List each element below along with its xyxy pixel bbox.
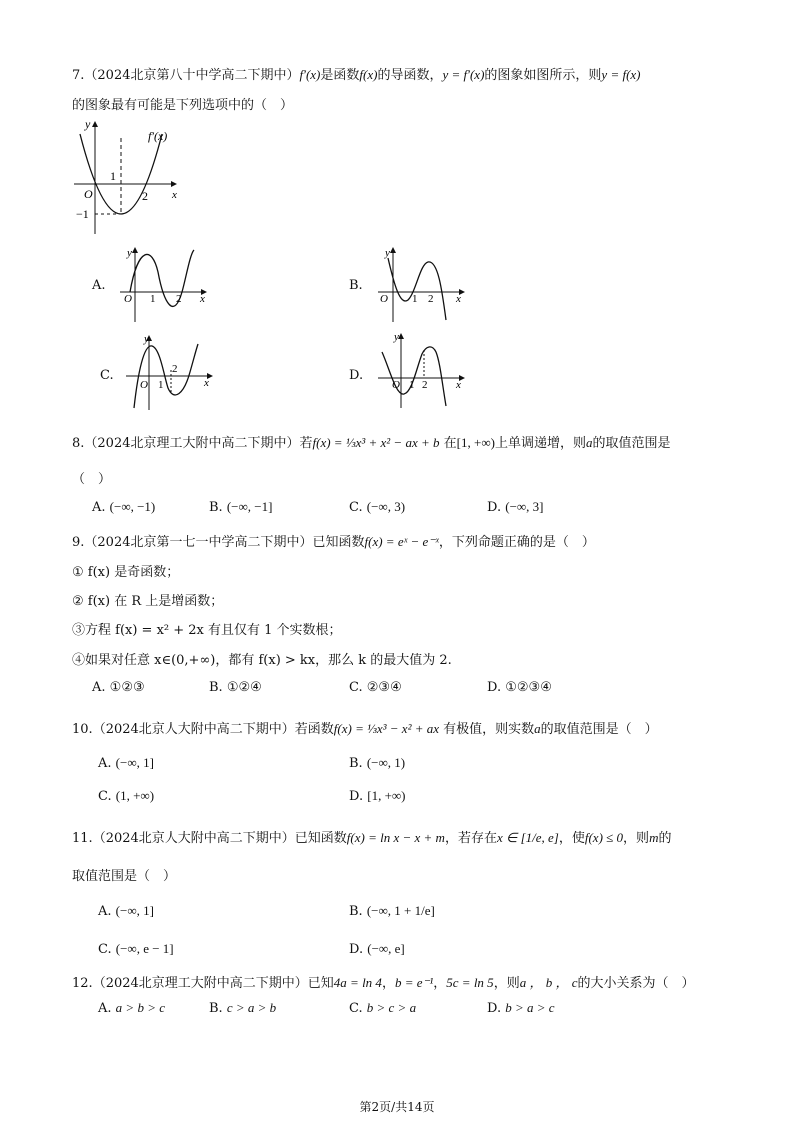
q8-paren: （ ）: [72, 472, 112, 487]
q10-option-d[interactable]: [349, 788, 406, 804]
svg-text:y: y: [144, 333, 149, 345]
svg-text:2: 2: [176, 293, 182, 305]
q7-line2: 的图象最有可能是下列选项中的（ ）: [72, 98, 294, 113]
q10-text-b: 有极值，则实数: [443, 722, 535, 737]
svg-text:y: y: [85, 117, 91, 131]
svg-text:y: y: [394, 331, 399, 343]
q10-option-b-label: B.: [349, 756, 363, 771]
q10-option-a[interactable]: [98, 755, 154, 771]
q10-formula: f(x) = ⅓x³ − x² + ax: [333, 721, 440, 736]
q12-option-a-value: a > b > c: [115, 1000, 165, 1015]
q9-line1: [72, 531, 595, 550]
svg-text:2: 2: [172, 363, 178, 375]
q7-option-d-label[interactable]: D.: [349, 368, 364, 383]
svg-text:2: 2: [142, 189, 148, 203]
svg-text:2: 2: [422, 379, 428, 391]
q12-option-c[interactable]: [349, 1000, 416, 1016]
svg-text:1: 1: [150, 293, 156, 305]
svg-text:2: 2: [428, 293, 434, 305]
q8-interval: [1, +∞): [456, 435, 495, 450]
q11-option-a[interactable]: [98, 903, 154, 919]
q8-option-a-label: A.: [92, 500, 106, 515]
q10-number: 10.: [72, 722, 93, 737]
q9-formula: f(x) = eˣ − e⁻ˣ: [364, 534, 439, 549]
q12-option-d[interactable]: [487, 1000, 555, 1016]
svg-text:O: O: [124, 293, 132, 305]
q10-option-c-label: C.: [98, 789, 112, 804]
q10-var: a: [534, 721, 541, 736]
q8-source: （2024北京理工大附中高二下期中）: [84, 436, 300, 451]
svg-text:1: 1: [110, 169, 116, 183]
q8-var: a: [585, 435, 593, 450]
q12-vars: a ， b ， c: [519, 975, 578, 990]
q11-source: （2024北京人大附中高二下期中）: [92, 831, 295, 846]
q11-option-d[interactable]: [349, 941, 405, 957]
q10-option-a-value: (−∞, 1]: [115, 755, 154, 770]
q8-option-a[interactable]: [92, 499, 155, 515]
svg-text:−1: −1: [76, 207, 89, 221]
q7-option-d-graph[interactable]: [376, 330, 468, 410]
q8-text-b: 在: [443, 436, 457, 451]
q12-number: 12.: [72, 976, 93, 991]
q12-text-b: ，则: [493, 976, 520, 991]
q7-text-c: 的图象如图所示，则: [484, 68, 602, 83]
q11-ineq: f(x) ≤ 0: [584, 830, 624, 845]
q11-option-b-value: (−∞, 1 + 1/e]: [366, 903, 435, 918]
q11-option-d-value: (−∞, e]: [367, 941, 405, 956]
q8-formula: f(x) = ⅓x³ + x² − ax + b: [312, 435, 440, 450]
q12-option-b[interactable]: [209, 1000, 276, 1016]
q12-option-a[interactable]: [98, 1000, 165, 1016]
q9-option-a-label: A.: [92, 680, 106, 695]
q12-text-c: 的大小关系为（ ）: [577, 976, 695, 991]
q7-fx: f(x): [359, 67, 378, 82]
q9-option-a[interactable]: [92, 680, 145, 695]
svg-text:O: O: [392, 379, 400, 391]
q11-text-e: 的: [658, 831, 672, 846]
q12-option-d-label: D.: [487, 1001, 502, 1016]
q10-option-b[interactable]: [349, 755, 405, 771]
q9-item-1: ① f(x) 是奇函数；: [72, 565, 180, 580]
svg-text:1: 1: [409, 379, 415, 391]
q11-text-a: 已知函数: [294, 831, 347, 846]
q9-option-d-value: ①②③④: [505, 680, 552, 695]
q8-option-c[interactable]: [349, 499, 405, 515]
q10-option-b-value: (−∞, 1): [366, 755, 406, 770]
q11-option-c-value: (−∞, e − 1]: [115, 941, 174, 956]
q12-option-a-label: A.: [98, 1001, 112, 1016]
q8-line1: [72, 432, 670, 451]
q9-option-c-label: C.: [349, 680, 363, 695]
q9-item-2: ② f(x) 在 R 上是增函数；: [72, 594, 224, 609]
q8-text-d: 的取值范围是: [592, 436, 671, 451]
q7-number: 7.: [72, 68, 85, 83]
svg-text:x: x: [456, 379, 461, 391]
q10-option-c[interactable]: [98, 788, 154, 804]
q8-option-d-value: (−∞, 3]: [505, 499, 544, 514]
q12-option-c-value: b > c > a: [366, 1000, 417, 1015]
q9-option-a-value: ①②③: [109, 680, 145, 695]
q12-option-d-value: b > a > c: [505, 1000, 555, 1015]
q11-option-a-value: (−∞, 1]: [115, 903, 154, 918]
q11-formula: f(x) = ln x − x + m: [346, 830, 445, 845]
q11-line1: [72, 827, 671, 846]
q12-c1: 4a = ln 4: [333, 975, 382, 990]
q8-option-b[interactable]: [209, 499, 272, 515]
q12-option-b-label: B.: [209, 1001, 223, 1016]
q7-option-b-label[interactable]: B.: [349, 278, 363, 293]
q11-line2: 取值范围是（ ）: [72, 869, 177, 884]
q7-fprime: f′(x): [299, 67, 321, 82]
q8-option-b-label: B.: [209, 500, 223, 515]
q10-option-d-label: D.: [349, 789, 364, 804]
svg-text:1: 1: [412, 293, 418, 305]
q11-condition: x ∈ [1/e, e]: [496, 830, 559, 845]
q9-option-d[interactable]: [487, 680, 552, 695]
q10-text-c: 的取值范围是（ ）: [540, 722, 658, 737]
svg-text:O: O: [84, 187, 93, 201]
q8-option-d[interactable]: [487, 499, 544, 515]
q10-option-c-value: (1, +∞): [115, 788, 155, 803]
q12-source: （2024北京理工大附中高二下期中）: [92, 976, 308, 991]
q7-line1: [72, 64, 641, 83]
q7-option-c-label[interactable]: C.: [100, 368, 114, 383]
q9-option-c-value: ②③④: [366, 680, 402, 695]
q7-graph-label: f′(x): [148, 129, 168, 143]
q7-option-a-graph[interactable]: [118, 244, 208, 324]
q7-y-eq-f: y = f(x): [601, 67, 641, 82]
q11-option-c[interactable]: [98, 941, 174, 957]
q11-option-c-label: C.: [98, 942, 112, 957]
q7-option-a-label[interactable]: A.: [92, 278, 106, 293]
svg-text:x: x: [200, 293, 205, 305]
q7-option-b-graph[interactable]: [376, 244, 466, 324]
svg-text:x: x: [172, 189, 177, 201]
q10-option-a-label: A.: [98, 756, 112, 771]
q11-option-b-label: B.: [349, 904, 363, 919]
q9-item-4: ④如果对任意 x∈(0,+∞)，都有 f(x) > kx，那么 k 的最大值为 2.: [72, 653, 452, 668]
q10-source: （2024北京人大附中高二下期中）: [92, 722, 295, 737]
q9-item-3: ③方程 f(x) = x² + 2x 有且仅有 1 个实数根；: [72, 623, 342, 638]
q9-option-c[interactable]: [349, 680, 402, 695]
svg-text:x: x: [204, 377, 209, 389]
q7-main-graph: [72, 118, 182, 236]
svg-text:y: y: [385, 247, 390, 259]
q7-y-eq-fprime: y = f′(x): [442, 67, 485, 82]
q12-c2: b = e⁻¹: [394, 975, 434, 990]
q7-option-c-graph[interactable]: [124, 332, 220, 412]
q9-option-d-label: D.: [487, 680, 502, 695]
svg-text:x: x: [456, 293, 461, 305]
q8-number: 8.: [72, 436, 85, 451]
q11-text-d: ，则: [623, 831, 650, 846]
q10-line1: [72, 718, 658, 737]
q11-var: m: [649, 830, 659, 845]
q9-number: 9.: [72, 535, 85, 550]
q8-option-c-label: C.: [349, 500, 363, 515]
q12-c3: 5c = ln 5: [446, 975, 494, 990]
q7-text-b: 的导函数，: [377, 68, 443, 83]
q12-option-b-value: c > a > b: [226, 1000, 277, 1015]
svg-text:y: y: [127, 247, 132, 259]
q7-text-a: 是函数: [320, 68, 360, 83]
q8-option-c-value: (−∞, 3): [366, 499, 406, 514]
q9-text-b: ，下列命题正确的是（ ）: [438, 535, 595, 550]
svg-text:O: O: [140, 379, 148, 391]
q12-option-c-label: C.: [349, 1001, 363, 1016]
q11-option-a-label: A.: [98, 904, 112, 919]
q9-text-a: 已知函数: [312, 535, 365, 550]
q11-text-c: ，使: [558, 831, 585, 846]
q9-option-b[interactable]: [209, 680, 262, 695]
q8-option-b-value: (−∞, −1]: [226, 499, 273, 514]
q9-option-b-label: B.: [209, 680, 223, 695]
q8-text-c: 上单调递增，则: [494, 436, 586, 451]
svg-text:1: 1: [158, 379, 164, 391]
q11-option-b[interactable]: [349, 903, 435, 919]
q9-option-b-value: ①②④: [226, 680, 262, 695]
q12-text-a: 已知: [307, 976, 334, 991]
q8-option-d-label: D.: [487, 500, 502, 515]
q10-text-a: 若函数: [294, 722, 334, 737]
q12-line1: 12.（2024北京理工大附中高二下期中）已知4a = ln 4，b = e⁻¹，5c = ln 5，则a ， b ， c的大小关系为（ ）: [72, 975, 695, 991]
q10-option-d-value: [1, +∞): [367, 788, 406, 803]
svg-text:O: O: [380, 293, 388, 305]
q9-source: （2024北京第一七一中学高二下期中）: [84, 535, 313, 550]
q11-option-d-label: D.: [349, 942, 364, 957]
q8-text-a: 若: [299, 436, 313, 451]
page-footer: 第2页/共14页: [359, 1100, 435, 1114]
q11-text-b: ，若存在: [444, 831, 497, 846]
q11-number: 11.: [72, 831, 93, 846]
q8-option-a-value: (−∞, −1): [109, 499, 156, 514]
q7-source: （2024北京第八十中学高二下期中）: [84, 68, 300, 83]
